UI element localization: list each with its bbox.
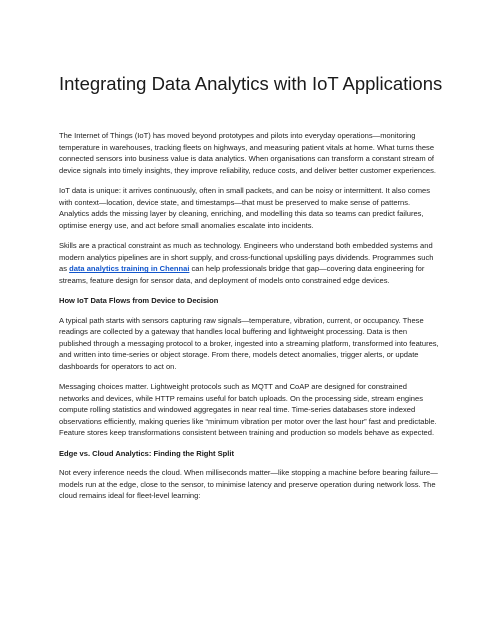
paragraph-iot-data: IoT data is unique: it arrives continuously, often in small packets, and can be noisy or intermittent. It also comes with context—location, device state, and timestamps—that must be preserved to make sense of patterns. Analytics adds the missing layer by cleaning, enriching, and modelling this data so teams can predict failures, optimise energy use, and act before small anomalies escalate into incidents. [59, 185, 430, 230]
page-title: Integrating Data Analytics with IoT Applications [59, 73, 443, 94]
paragraph-skills-text-before: Skills are a practical constraint as much as technology. Engineers who understand both embedded systems and modern analytics pipelines are in short supply, and cross-functional upskilling pays dividends. Programmes such as [59, 240, 434, 274]
paragraph-data-path: A typical path starts with sensors capturing raw signals—temperature, vibration, current, or occupancy. These readings are collected by a gateway that handles local buffering and lightweight processing. Data is then published through a messaging protocol to a broker, ingested into a streaming platform, transformed into features, and written into time-series or object storage. From there, models detect anomalies, trigger alerts, or update dashboards for operators to act on. [59, 315, 439, 371]
paragraph-messaging: Messaging choices matter. Lightweight protocols such as MQTT and CoAP are designed for constrained networks and devices, while HTTP remains useful for batch uploads. On the processing side, stream engines compute rolling statistics and windowed aggregates in near real time. Time-series databases store indexed observations efficiently, making queries like “minimum vibration per motor over the last hour” fast and predictable. Feature stores keep transformations consistent between training and production so models behave as expected. [59, 382, 437, 438]
paragraph-skills [59, 240, 439, 286]
training-link[interactable]: data analytics training in Chennai [69, 264, 190, 274]
paragraph-edge: Not every inference needs the cloud. When milliseconds matter—like stopping a machine before bearing failure—models run at the edge, close to the sensor, to minimise latency and preserve operation during network loss. The cloud remains ideal for fleet-level learning: [59, 468, 438, 501]
document-body [59, 130, 439, 511]
paragraph-skills-text-after: can help professionals bridge that gap—covering data engineering for streams, feature design for sensor data, and deployment of models onto constrained edge devices. [59, 264, 425, 285]
section-heading-edge-cloud: Edge vs. Cloud Analytics: Finding the Right Split [59, 448, 234, 458]
paragraph-intro: The Internet of Things (IoT) has moved beyond prototypes and pilots into everyday operations—monitoring temperature in warehouses, tracking fleets on highways, and measuring patient vitals at home. What turns these connected sensors into business value is data analytics. When organisations can transform a constant stream of device signals into timely insights, they improve reliability, reduce costs, and deliver better customer experiences. [59, 131, 436, 175]
section-heading-data-flow: How IoT Data Flows from Device to Decision [59, 295, 219, 305]
